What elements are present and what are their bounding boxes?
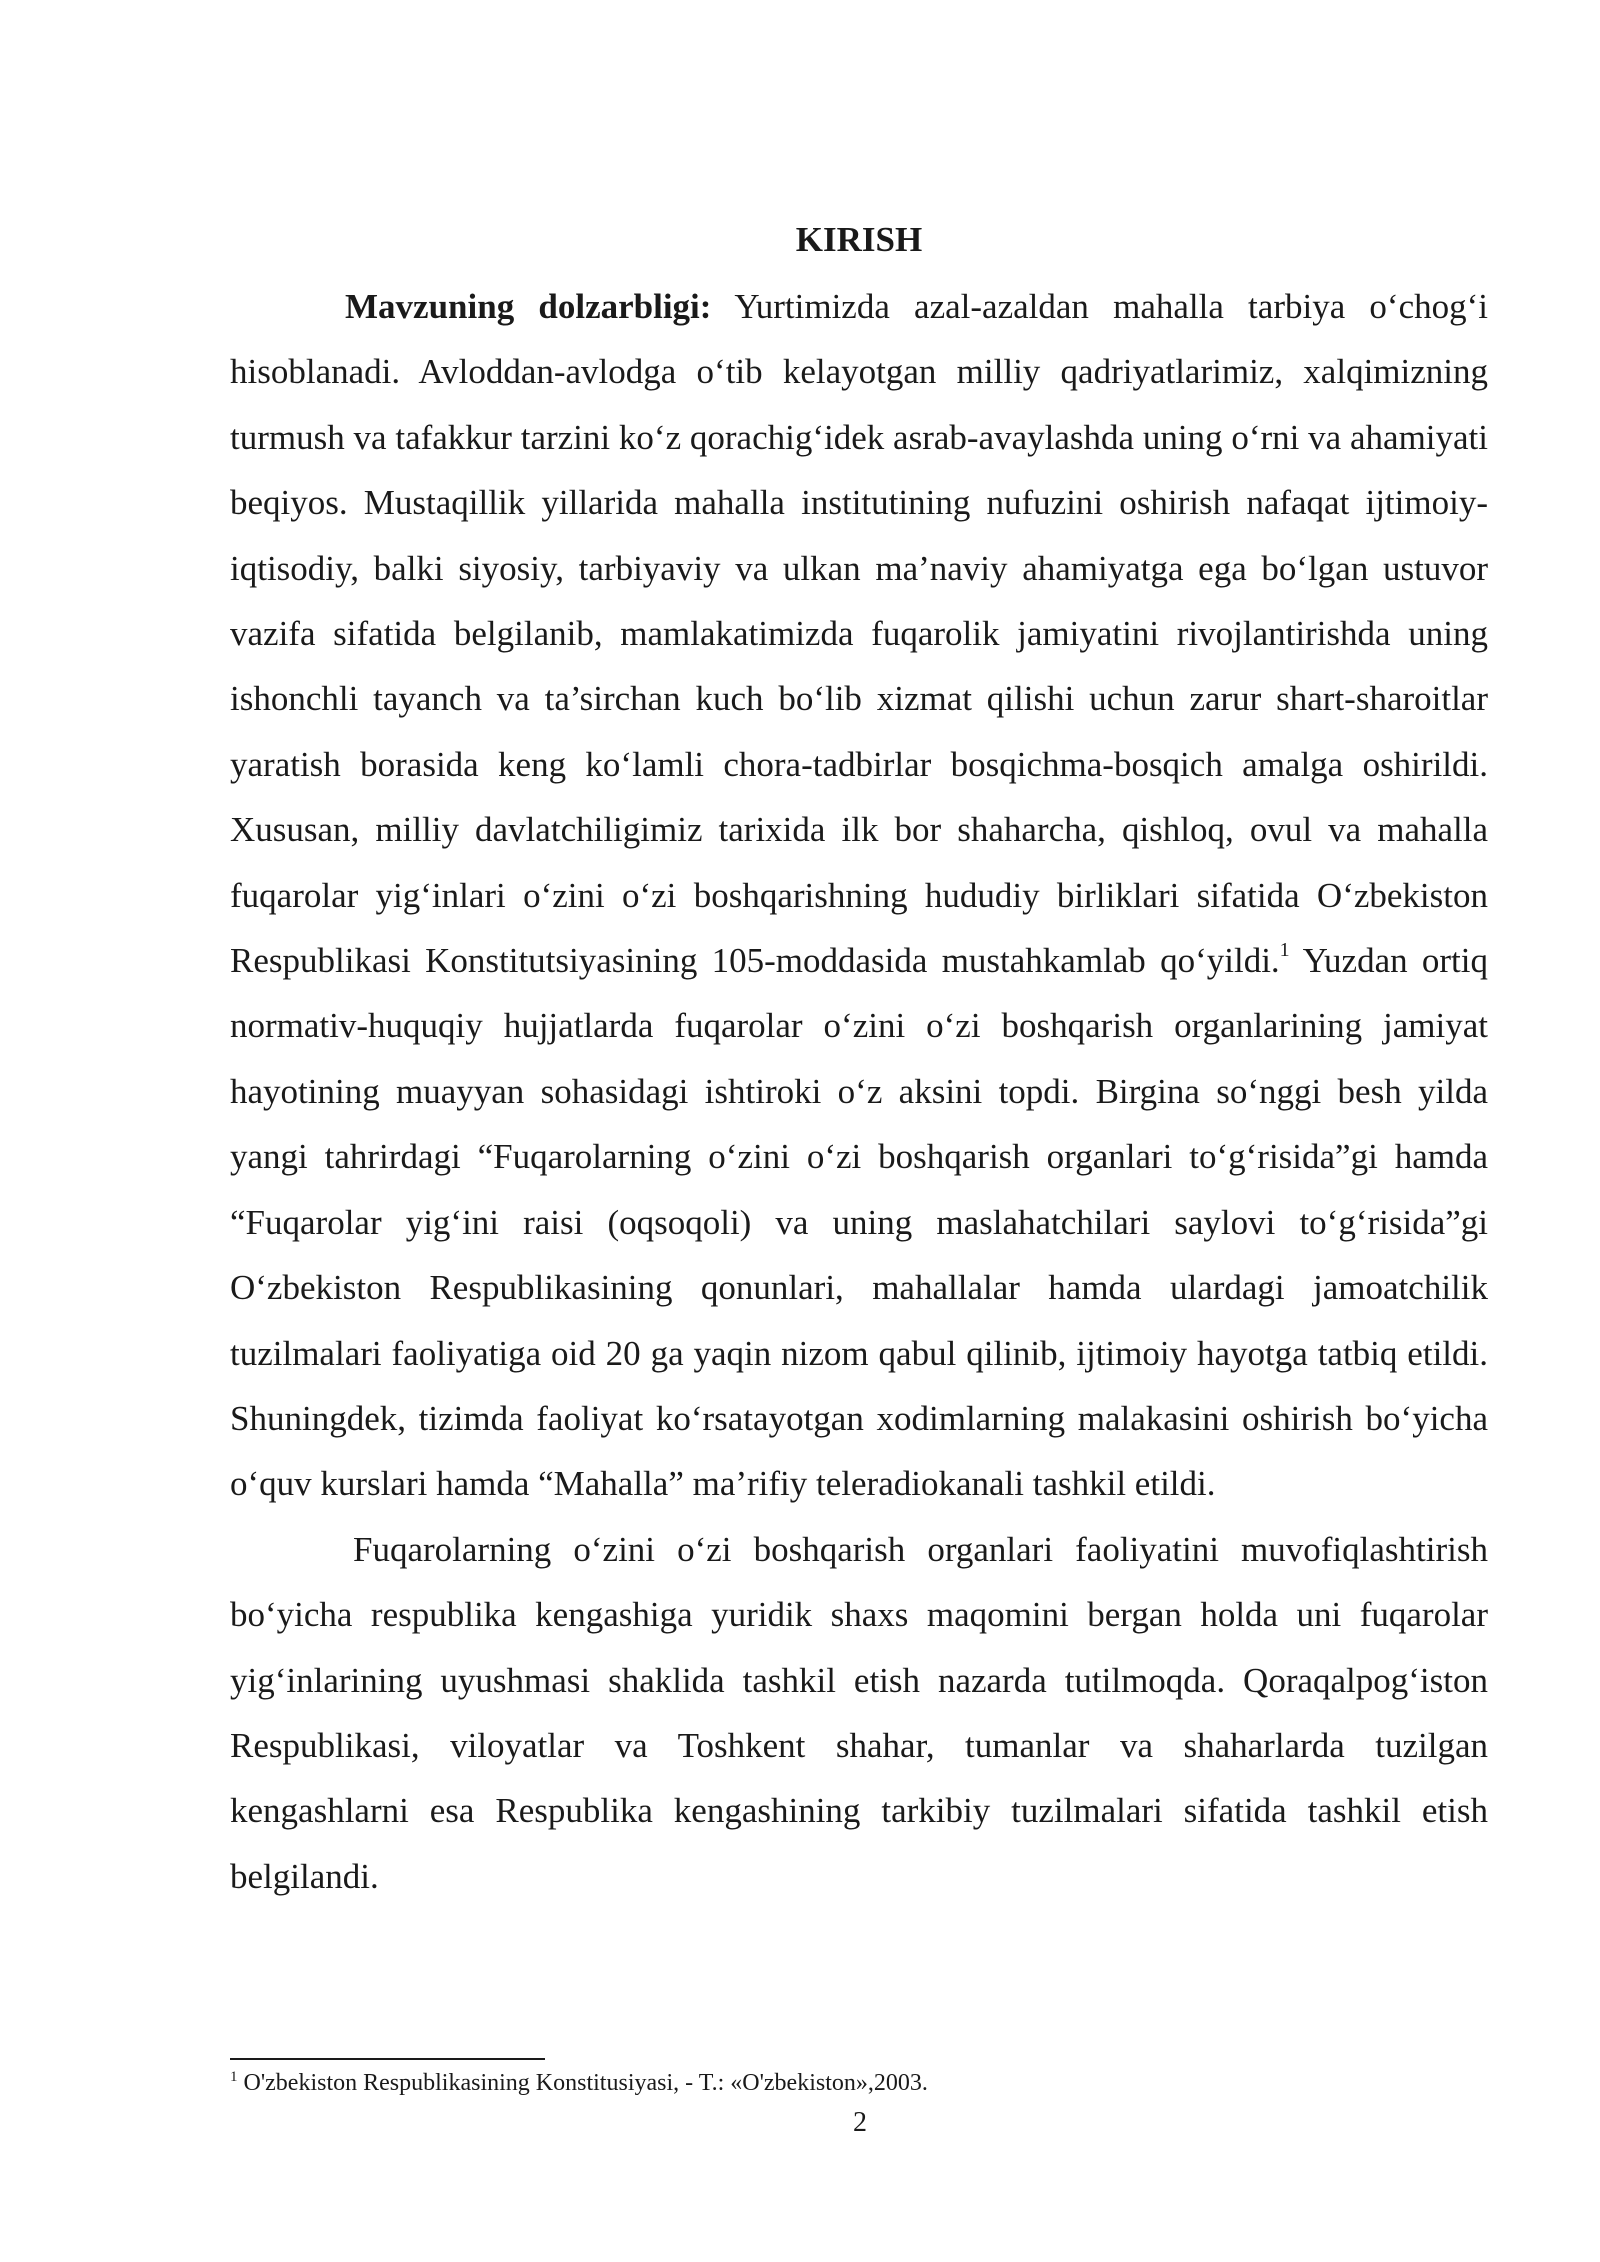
paragraph-relevance — [230, 274, 1488, 1517]
paragraph-text: Yurtimizda azal-azaldan mahalla tarbiya o‘chog‘i hisoblanadi. Avloddan-avlodga o‘tib kelayotgan milliy qadriyatlarimiz, xalqimizning turmush va tafakkur tarzini ko‘z qorachig‘idek asrab-avaylashda uning o‘rni va ahamiyati beqiyos. Mustaqillik yillarida mahalla institutining nufuzini oshirish nafaqat ijtimoiy-iqtisodiy, balki siyosiy, tarbiyaviy va ulkan ma’naviy ahamiyatga ega bo‘lgan ustuvor vazifa sifatida belgilanib, mamlakatimizda fuqarolik jamiyatini rivojlantirishda uning ishonchli tayanch va ta’sirchan kuch bo‘lib xizmat qilishi uchun zarur shart-sharoitlar yaratish borasida keng ko‘lamli chora-tadbirlar bosqichma-bosqich amalga oshirildi. Xususan, milliy davlatchiligimiz tarixida ilk bor shaharcha, qishloq, ovul va mahalla fuqarolar yig‘inlari o‘zini o‘zi boshqarishning hududiy birliklari sifatida O‘zbekiston Respublikasi Konstitutsiyasining 105-moddasida mustahkamlab qo‘yildi. — [230, 287, 1488, 981]
paragraph-text: Yuzdan ortiq normativ-huquqiy hujjatlarda fuqarolar o‘zini o‘zi boshqarish organlarining jamiyat hayotining muayyan sohasidagi ishtiroki o‘z aksini topdi. Birgina so‘nggi besh yilda yangi tahrirdagi “Fuqarolarning o‘zini o‘zi boshqarish organlari to‘g‘risida”gi hamda “Fuqarolar yig‘ini raisi (oqsoqoli) va uning maslahatchilari saylovi to‘g‘risida”gi O‘zbekiston Respublikasining qonunlari, mahallalar hamda ulardagi jamoatchilik tuzilmalari faoliyatiga oid 20 ga yaqin nizom qabul qilinib, ijtimoiy hayotga tatbiq etildi. Shuningdek, tizimda faoliyat ko‘rsatayotgan xodimlarning malakasini oshirish bo‘yicha o‘quv kurslari hamda “Mahalla” ma’rifiy teleradiokanali tashkil etildi. — [230, 941, 1489, 1504]
lead-label: Mavzuning dolzarbligi: — [345, 287, 712, 326]
footnote-separator — [230, 2058, 545, 2060]
footnote-text: O'zbekiston Respublikasining Konstitusiyasi, - T.: «O'zbekiston»,2003. — [237, 2070, 928, 2096]
body-text — [230, 212, 1488, 1909]
paragraph-council: Fuqarolarning o‘zini o‘zi boshqarish organlari faoliyatini muvofiqlashtirish bo‘yicha respublika kengashiga yuridik shaxs maqomini bergan holda uni fuqarolar yig‘inlarining uyushmasi shaklida tashkil etish nazarda tutilmoqda. Qoraqalpog‘iston Respublikasi, viloyatlar va Toshkent shahar, tumanlar va shaharlarda tuzilgan kengashlarni esa Respublika kengashining tarkibiy tuzilmalari sifatida tashkil etish belgilandi. — [230, 1529, 1488, 1896]
page-number: 2 — [853, 2107, 867, 2138]
footnote-number: 1 — [230, 2069, 238, 2085]
footnote — [230, 2068, 1488, 2098]
footnote-reference[interactable]: 1 — [1279, 939, 1290, 962]
section-title: KIRISH — [795, 220, 923, 259]
